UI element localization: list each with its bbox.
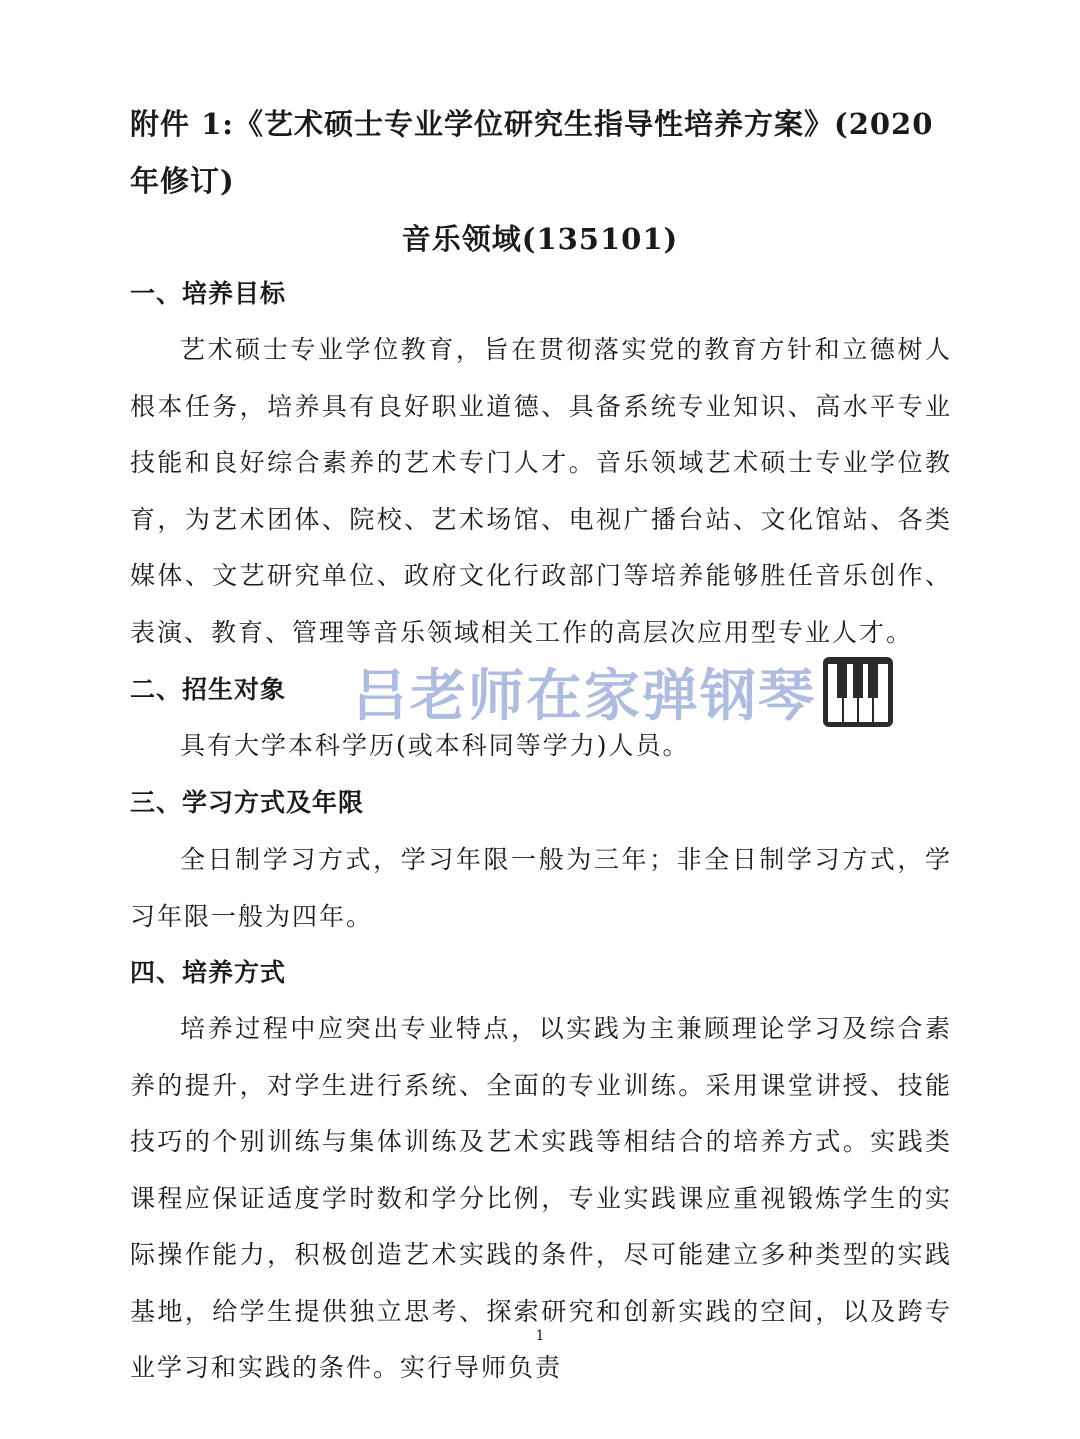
section-heading-training-method: 四、培养方式 xyxy=(130,958,287,987)
watermark-text: 吕老师在家弹钢琴 xyxy=(352,664,816,729)
paragraph-training-goals: 艺术硕士专业学位教育，旨在贯彻落实党的教育方针和立德树人根本任务，培养具有良好职业道德、具备系统专业知识、高水平专业技能和良好综合素养的艺术专门人才。音乐领域艺术硕士专业学位教育，为艺术团体、院校、艺术场馆、电视广播台站、文化馆站、各类媒体、文艺研究单位、政府文化行政部门等培养能够胜任音乐创作、表演、教育、管理等音乐领域相关工作的高层次应用型专业人才。 xyxy=(130,335,952,647)
section-heading-admission-targets: 二、招生对象 xyxy=(130,675,287,704)
piano-icon xyxy=(822,656,894,728)
page-number: 1 xyxy=(535,1328,545,1344)
paragraph-training-method: 培养过程中应突出专业特点，以实践为主兼顾理论学习及综合素养的提升，对学生进行系统、全面的专业训练。采用课堂讲授、技能技巧的个别训练与集体训练及艺术实践等相结合的培养方式。实践类课程应保证适度学时数和学分比例，专业实践课应重视锻炼学生的实际操作能力，积极创造艺术实践的条件，尽可能建立多种类型的实践基地，给学生提供独立思考、探索研究和创新实践的空间，以及跨专业学习和实践的条件。实行导师负责 xyxy=(130,1014,952,1382)
paragraph-admission-targets: 具有大学本科学历(或本科同等学力)人员。 xyxy=(180,731,690,760)
paragraph-study-mode: 全日制学习方式，学习年限一般为三年；非全日制学习方式，学习年限一般为四年。 xyxy=(130,845,952,931)
field-title: 音乐领域(135101) xyxy=(401,222,679,256)
document-title: 附件 1:《艺术硕士专业学位研究生指导性培养方案》(2020 年修订) xyxy=(130,107,934,198)
watermark xyxy=(352,652,894,732)
section-heading-study-mode: 三、学习方式及年限 xyxy=(130,788,365,817)
section-heading-training-goals: 一、培养目标 xyxy=(130,279,287,308)
